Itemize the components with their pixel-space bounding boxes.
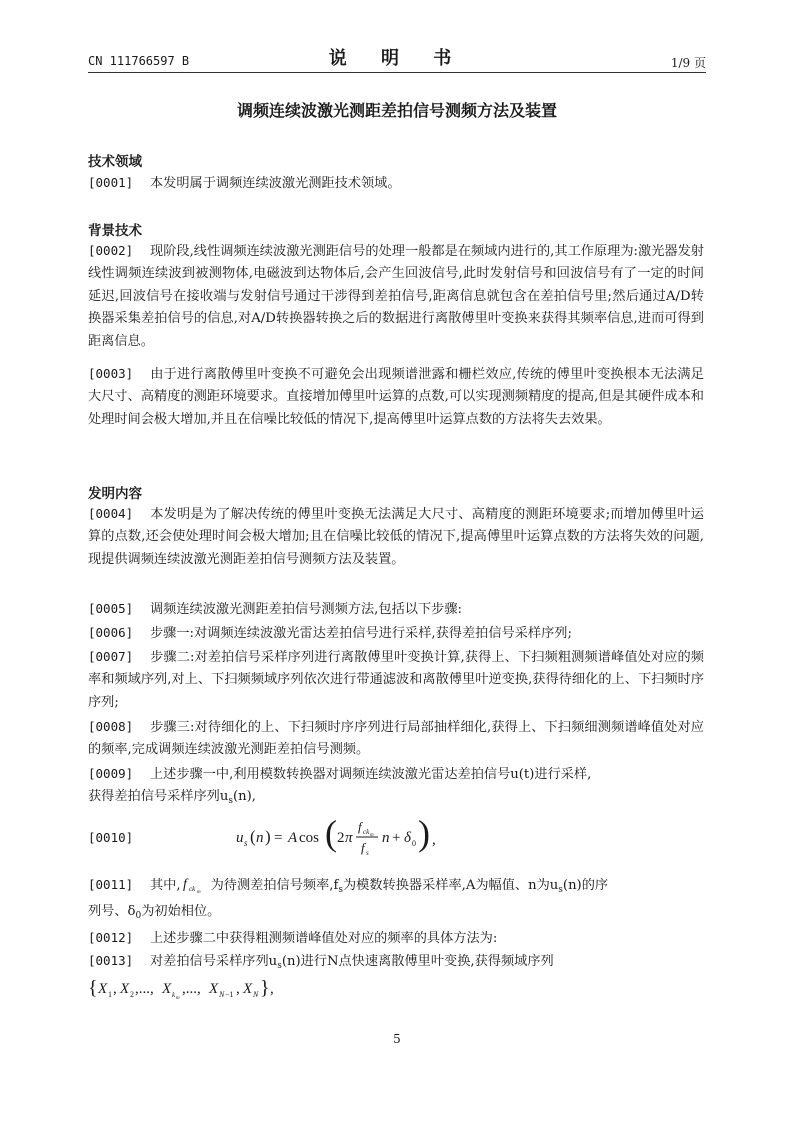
paragraph-text: 现阶段,线性调频连续波激光测距信号的处理一般都是在频域内进行的,其工作原理为:激光器发射线性调频连续波到被测物体,电磁波到达物体后,会产生回波信号,此时发射信号和回波信号有了一定的时间延迟,回波信号在接收端与发射信号通过干涉得到差拍信号,距离信息就包含在差拍信号里;然后通过A/D转换器采集差拍信号的信息,对A/D转换器转换之后的数据进行离散傅里叶变换来获得其频率信息,进而可得到距离信息。 <box>88 244 704 349</box>
paragraph-number: [0007] <box>88 649 134 664</box>
paragraph-0003 <box>88 363 704 431</box>
paragraph-number: [0004] <box>88 506 134 521</box>
svg-text:1: 1 <box>108 990 112 999</box>
paragraph-text: 本发明是为了解决传统的傅里叶变换无法满足大尺寸、高精度的测距环境要求;而增加傅里叶运算的点数,还会使处理时间会极大增加;且在信噪比较低的情况下,提高傅里叶运算点数的方法将失效的问题,现提供调频连续波激光测距差拍信号测频方法及装置。 <box>88 507 704 567</box>
subscript: 0 <box>135 911 142 922</box>
frequency-domain-sequence <box>88 973 328 1003</box>
paragraph-text: 对差拍信号采样序列u <box>150 954 278 969</box>
paragraph-number: [0002] <box>88 243 134 258</box>
subscript: s <box>228 796 233 807</box>
svg-text:N: N <box>253 990 259 999</box>
paragraph-number: [0010] <box>88 830 134 845</box>
svg-text:2: 2 <box>337 830 345 846</box>
svg-text:s: s <box>244 838 248 848</box>
paragraph-number: [0011] <box>88 877 134 892</box>
svg-text:π: π <box>345 830 353 846</box>
paragraph-number: [0003] <box>88 366 134 381</box>
paragraph-0001 <box>88 172 704 195</box>
svg-text:m: m <box>196 890 201 894</box>
paragraph-text: 调频连续波激光测距差拍信号测频方法,包括以下步骤: <box>150 602 462 617</box>
svg-text:f: f <box>358 819 362 834</box>
svg-text:k: k <box>172 991 176 999</box>
paragraph-number: [0009] <box>88 766 134 781</box>
paragraph-number: [0005] <box>88 601 134 616</box>
paragraph-0011 <box>88 874 704 928</box>
page-indicator: 1/9 页 <box>670 56 706 70</box>
formula-0010 <box>88 812 608 862</box>
section-heading-field: 技术领域 <box>88 154 142 170</box>
paragraph-text: 步骤一:对调频连续波激光雷达差拍信号进行采样,获得差拍信号采样序列; <box>150 626 572 641</box>
svg-text:cos: cos <box>299 830 319 846</box>
paragraph-number: [0008] <box>88 719 134 734</box>
paragraph-text: 其中, <box>150 878 181 893</box>
svg-text:,: , <box>432 832 436 848</box>
svg-text:,...,: ,..., <box>182 981 201 997</box>
paragraph-0008 <box>88 716 704 762</box>
patent-number: CN 111766597 B <box>88 54 190 68</box>
svg-text:n: n <box>256 830 264 846</box>
svg-text:f: f <box>361 840 365 855</box>
paragraph-text: 上述步骤二中获得粗测频谱峰值处对应的频率的具体方法为: <box>150 931 498 946</box>
paragraph-text: 本发明属于调频连续波激光测距技术领域。 <box>150 176 401 191</box>
section-heading-background: 背景技术 <box>88 223 142 239</box>
paragraph-text: (n)的序 <box>562 878 609 893</box>
svg-text:X: X <box>162 981 172 997</box>
svg-text:{: { <box>88 977 98 999</box>
paragraph-0007 <box>88 646 704 714</box>
svg-text:}: } <box>260 977 270 999</box>
svg-text:,...,: ,..., <box>135 981 154 997</box>
svg-text:u: u <box>236 830 244 846</box>
svg-text:X: X <box>243 981 253 997</box>
formula-equation <box>236 812 456 862</box>
paragraph-0002 <box>88 240 704 353</box>
svg-text:X: X <box>209 981 219 997</box>
paragraph-0006 <box>88 622 704 645</box>
paragraph-text: 上述步骤一中,利用模数转换器对调频连续波激光雷达差拍信号u(t)进行采样, <box>150 767 592 782</box>
paragraph-text: 为待测差拍信号频率,f <box>210 878 339 893</box>
svg-text:δ: δ <box>404 830 411 846</box>
svg-text:(: ( <box>325 813 337 853</box>
svg-text:(: ( <box>250 827 256 846</box>
svg-text:f: f <box>182 877 187 892</box>
paragraph-0004 <box>88 503 704 571</box>
paragraph-text: 为模数转换器采样率,A为幅值、n为u <box>342 878 559 893</box>
svg-text:m: m <box>176 996 180 1001</box>
svg-text:,: , <box>113 981 117 997</box>
paragraph-0009 <box>88 763 704 813</box>
document-type: 说 明 书 <box>328 48 466 69</box>
svg-text:n: n <box>382 830 390 846</box>
document-title: 调频连续波激光测距差拍信号测频方法及装置 <box>236 101 557 120</box>
paragraph-number: [0006] <box>88 625 134 640</box>
paragraph-0005 <box>88 598 704 621</box>
svg-text:,: , <box>236 981 240 997</box>
svg-text:+: + <box>392 830 401 846</box>
subscript: s <box>277 961 282 971</box>
svg-text:,: , <box>270 981 274 997</box>
svg-text:): ) <box>418 813 430 853</box>
svg-text:N: N <box>219 990 225 999</box>
paragraph-number: [0012] <box>88 930 134 945</box>
svg-text:−1: −1 <box>225 990 234 999</box>
paragraph-number: [0013] <box>88 953 134 968</box>
section-heading-invention: 发明内容 <box>88 486 142 502</box>
subscript: s <box>338 885 343 895</box>
paragraph-text: 由于进行离散傅里叶变换不可避免会出现频谱泄露和栅栏效应,传统的傅里叶变换根本无法满足大尺寸、高精度的测距环境要求。直接增加傅里叶运算的点数,可以实现测频精度的提高,但是其硬件成本和处理时间会极大增加,并且在信噪比较低的情况下,提高傅里叶运算点数的方法将失去效果。 <box>88 367 704 427</box>
svg-text:2: 2 <box>130 990 134 999</box>
svg-text:A: A <box>288 830 298 846</box>
paragraph-text: (n)进行N点快速离散傅里叶变换,获得频域序列 <box>281 954 554 969</box>
svg-text:X: X <box>120 981 130 997</box>
paragraph-text: 获得差拍信号采样序列u <box>88 789 229 805</box>
page-header <box>88 44 706 73</box>
paragraph-text: 为初始相位。 <box>141 904 221 920</box>
paragraph-text: 步骤二:对差拍信号采样序列进行离散傅里叶变换计算,获得上、下扫频粗测频谱峰值处对应的频率和频域序列,对上、下扫频频域序列依次进行带通滤波和离散傅里叶逆变换,获得待细化的上、下扫频时序序列; <box>88 650 704 710</box>
paragraph-text: 列号、δ <box>88 904 136 920</box>
paragraph-text: (n), <box>233 789 256 805</box>
paragraph-number: [0001] <box>88 175 134 190</box>
paragraph-text: 步骤三:对待细化的上、下扫频时序序列进行局部抽样细化,获得上、下扫频细测频谱峰值处对应的频率,完成调频连续波激光测距差拍信号测频。 <box>88 720 704 758</box>
subscript: s <box>558 885 563 895</box>
svg-text:s: s <box>366 849 369 857</box>
svg-text:m: m <box>370 833 374 838</box>
svg-text:): ) <box>265 827 271 846</box>
page-number: 5 <box>393 1032 401 1046</box>
svg-text:ck: ck <box>363 828 370 836</box>
svg-text:ck: ck <box>188 885 195 893</box>
frequency-symbol <box>181 874 211 894</box>
paragraph-0012 <box>88 927 704 950</box>
svg-text:X: X <box>98 981 108 997</box>
svg-text:0: 0 <box>412 839 416 848</box>
svg-text:=: = <box>274 830 283 846</box>
